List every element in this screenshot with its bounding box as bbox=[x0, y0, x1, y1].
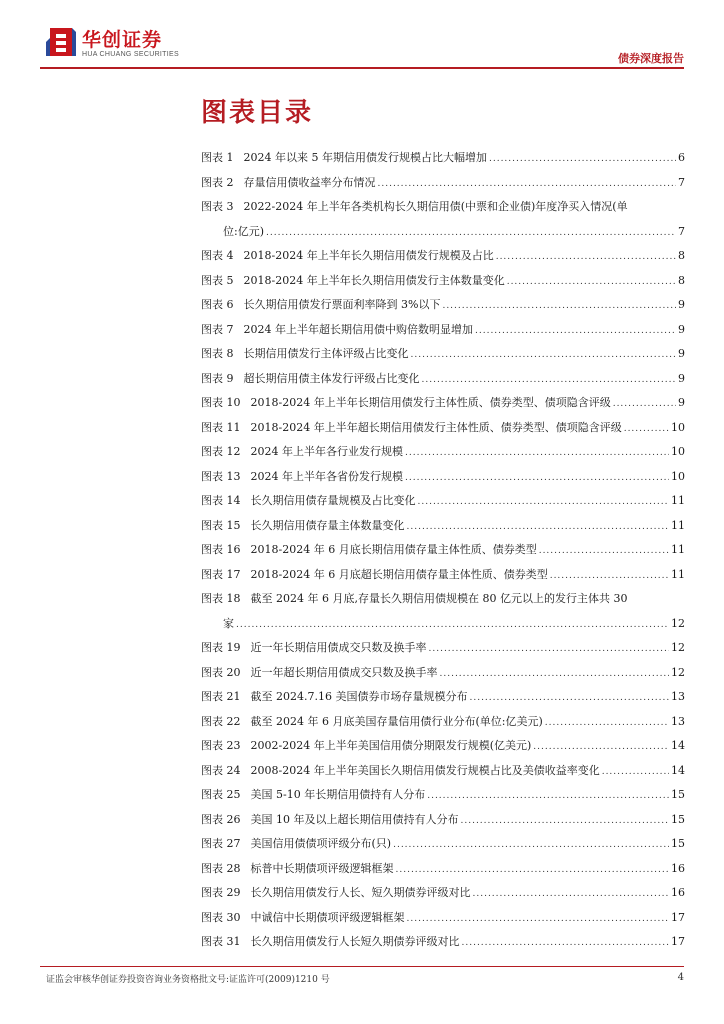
toc-figure-title[interactable]: 中诚信中长期债项评级逻辑框架 bbox=[250, 910, 405, 924]
toc-page-number[interactable]: 15 bbox=[671, 812, 685, 826]
toc-figure-number: 图表 18 bbox=[201, 592, 241, 605]
toc-figure-title[interactable]: 美国 5-10 年长期信用债持有人分布 bbox=[250, 788, 426, 801]
toc-figure-title[interactable]: 长期信用债发行主体评级占比变化 bbox=[243, 347, 409, 360]
toc-figure-title[interactable]: 超长期信用债主体发行评级占比变化 bbox=[243, 371, 420, 385]
toc-entry[interactable] bbox=[201, 440, 685, 465]
toc-dot-leader bbox=[396, 858, 670, 883]
toc-dot-leader bbox=[602, 760, 669, 785]
toc-page-number[interactable]: 12 bbox=[671, 665, 685, 679]
toc-figure-number: 图表 3 bbox=[201, 200, 234, 213]
toc-entry[interactable] bbox=[201, 930, 685, 955]
toc-figure-title[interactable]: 2002-2024 年上半年美国信用债分期限发行规模(亿美元) bbox=[250, 739, 532, 752]
toc-figure-number: 图表 29 bbox=[201, 886, 241, 899]
toc-page-number[interactable]: 13 bbox=[671, 714, 685, 728]
toc-entry[interactable] bbox=[201, 832, 685, 857]
toc-page-number[interactable]: 14 bbox=[671, 763, 685, 777]
toc-dot-leader bbox=[266, 221, 676, 246]
toc-entry[interactable] bbox=[201, 587, 685, 636]
toc-page-number[interactable]: 16 bbox=[671, 886, 685, 899]
toc-figure-title[interactable]: 美国 10 年及以上超长期信用债持有人分布 bbox=[250, 812, 459, 826]
toc-page-number[interactable]: 12 bbox=[671, 616, 685, 630]
toc-figure-number: 图表 6 bbox=[201, 298, 234, 311]
toc-figure-title[interactable]: 长久期信用债发行人长短久期债券评级对比 bbox=[250, 935, 460, 948]
toc-entry[interactable] bbox=[201, 906, 685, 931]
toc-page-number[interactable]: 11 bbox=[671, 567, 685, 581]
toc-page-number[interactable]: 8 bbox=[678, 249, 685, 262]
toc-figure-title[interactable]: 截至 2024 年 6 月底,存量长久期信用债规模在 80 亿元以上的发行主体共 30 bbox=[250, 592, 628, 605]
toc-page-number[interactable]: 17 bbox=[671, 935, 685, 948]
toc-dot-leader bbox=[405, 441, 669, 466]
toc-dot-leader bbox=[473, 882, 670, 907]
toc-figure-number: 图表 22 bbox=[201, 714, 241, 728]
toc-entry[interactable] bbox=[201, 808, 685, 833]
toc-dot-leader bbox=[613, 392, 676, 417]
toc-page-number[interactable]: 7 bbox=[678, 224, 685, 238]
toc-dot-leader bbox=[461, 809, 670, 834]
toc-dot-leader bbox=[475, 319, 676, 344]
toc-figure-title[interactable]: 近一年长期信用债成交只数及换手率 bbox=[250, 641, 427, 654]
toc-dot-leader bbox=[422, 368, 677, 393]
toc-page-number[interactable]: 14 bbox=[671, 739, 685, 752]
toc-page-number[interactable]: 9 bbox=[678, 322, 685, 336]
toc-dot-leader bbox=[378, 172, 677, 197]
toc-figure-number: 图表 2 bbox=[201, 175, 234, 189]
company-logo bbox=[46, 26, 191, 62]
toc-figure-title[interactable]: 标普中长期债项评级逻辑框架 bbox=[250, 861, 394, 875]
toc-figure-number: 图表 5 bbox=[201, 273, 234, 287]
toc-entry[interactable] bbox=[201, 171, 685, 196]
footer-divider bbox=[40, 966, 684, 967]
toc-figure-number: 图表 24 bbox=[201, 763, 241, 777]
toc-figure-number: 图表 27 bbox=[201, 837, 241, 850]
toc-figure-title[interactable]: 存量信用债收益率分布情况 bbox=[243, 175, 376, 189]
toc-entry[interactable] bbox=[201, 146, 685, 171]
toc-entry[interactable] bbox=[201, 661, 685, 686]
toc-entry[interactable] bbox=[201, 857, 685, 882]
logo-chinese-name: 华创证券 bbox=[82, 29, 163, 51]
toc-dot-leader bbox=[442, 294, 676, 319]
toc-page-number[interactable]: 6 bbox=[678, 151, 685, 164]
toc-page-number[interactable]: 10 bbox=[671, 445, 685, 458]
toc-figure-title[interactable]: 2018-2024 年上半年长久期信用债发行主体数量变化 bbox=[243, 273, 505, 287]
toc-dot-leader bbox=[236, 613, 669, 638]
toc-entry[interactable] bbox=[201, 269, 685, 294]
toc-figure-number: 图表 10 bbox=[201, 396, 241, 409]
toc-figure-number: 图表 14 bbox=[201, 494, 241, 507]
toc-page-number[interactable]: 9 bbox=[678, 298, 685, 311]
toc-figure-number: 图表 26 bbox=[201, 812, 241, 826]
toc-figure-number: 图表 13 bbox=[201, 469, 241, 483]
toc-dot-leader bbox=[407, 907, 670, 932]
toc-dot-leader bbox=[489, 147, 676, 172]
toc-figure-title[interactable]: 2024 年上半年各省份发行规模 bbox=[250, 469, 403, 483]
toc-entry[interactable] bbox=[201, 685, 685, 710]
figure-table-of-contents bbox=[201, 146, 685, 955]
page-header bbox=[0, 0, 724, 72]
footer-disclaimer: 证监会审核华创证券投资咨询业务资格批文号:证监许可(2009)1210 号 bbox=[46, 975, 330, 985]
toc-dot-leader bbox=[429, 637, 670, 662]
toc-figure-number: 图表 4 bbox=[201, 249, 234, 262]
toc-entry[interactable] bbox=[201, 391, 685, 416]
toc-figure-title[interactable]: 长久期信用债发行票面利率降到 3%以下 bbox=[243, 298, 441, 311]
toc-page-number[interactable]: 12 bbox=[671, 641, 685, 654]
toc-dot-leader bbox=[405, 466, 669, 491]
toc-figure-title[interactable]: 2018-2024 年上半年长久期信用债发行规模及占比 bbox=[243, 249, 494, 262]
toc-figure-title[interactable]: 2018-2024 年上半年超长期信用债发行主体性质、债券类型、债项隐含评级 bbox=[250, 420, 622, 434]
logo-english-name: HUA CHUANG SECURITIES bbox=[82, 51, 179, 58]
toc-page-number[interactable]: 15 bbox=[671, 788, 685, 801]
toc-figure-number: 图表 19 bbox=[201, 641, 241, 654]
toc-figure-title[interactable]: 截至 2024 年 6 月底美国存量信用债行业分布(单位:亿美元) bbox=[250, 714, 543, 728]
toc-dot-leader bbox=[411, 343, 677, 368]
toc-entry[interactable] bbox=[201, 465, 685, 490]
toc-page-number[interactable]: 16 bbox=[671, 861, 685, 875]
toc-page-number[interactable]: 11 bbox=[671, 494, 685, 507]
toc-dot-leader bbox=[418, 490, 670, 515]
toc-page-number[interactable]: 10 bbox=[671, 420, 685, 434]
toc-dot-leader bbox=[407, 515, 670, 540]
toc-entry[interactable] bbox=[201, 367, 685, 392]
toc-figure-title[interactable]: 2024 年以来 5 年期信用债发行规模占比大幅增加 bbox=[243, 151, 487, 164]
toc-figure-title[interactable]: 近一年超长期信用债成交只数及换手率 bbox=[250, 665, 438, 679]
toc-dot-leader bbox=[393, 833, 669, 858]
toc-dot-leader bbox=[469, 686, 669, 711]
toc-figure-number: 图表 16 bbox=[201, 543, 241, 556]
toc-page-number[interactable]: 9 bbox=[678, 396, 685, 409]
toc-entry[interactable] bbox=[201, 636, 685, 661]
toc-page-number[interactable]: 13 bbox=[671, 690, 685, 703]
page-title: 图表目录 bbox=[201, 98, 314, 128]
toc-page-number[interactable]: 9 bbox=[678, 371, 685, 385]
toc-entry[interactable] bbox=[201, 538, 685, 563]
toc-entry[interactable] bbox=[201, 734, 685, 759]
toc-figure-title[interactable]: 2022-2024 年上半年各类机构长久期信用债(中票和企业债)年度净买入情况(单 bbox=[243, 200, 628, 213]
toc-figure-title-continued[interactable]: 位:亿元) bbox=[223, 224, 264, 238]
toc-page-number[interactable]: 10 bbox=[671, 469, 685, 483]
toc-figure-number: 图表 1 bbox=[201, 151, 234, 164]
toc-figure-title[interactable]: 长久期信用债存量主体数量变化 bbox=[250, 518, 405, 532]
toc-figure-number: 图表 17 bbox=[201, 567, 241, 581]
toc-dot-leader bbox=[440, 662, 670, 687]
toc-figure-title[interactable]: 美国信用债债项评级分布(只) bbox=[250, 837, 392, 850]
toc-entry[interactable] bbox=[201, 342, 685, 367]
toc-dot-leader bbox=[496, 245, 676, 270]
toc-figure-title[interactable]: 2018-2024 年 6 月底长期信用债存量主体性质、债券类型 bbox=[250, 543, 537, 556]
toc-figure-number: 图表 8 bbox=[201, 347, 234, 360]
toc-figure-title[interactable]: 2024 年上半年各行业发行规模 bbox=[250, 445, 403, 458]
toc-figure-number: 图表 20 bbox=[201, 665, 241, 679]
toc-entry[interactable] bbox=[201, 881, 685, 906]
toc-entry[interactable] bbox=[201, 710, 685, 735]
toc-page-number[interactable]: 7 bbox=[678, 175, 685, 189]
toc-figure-title[interactable]: 2008-2024 年上半年美国长久期信用债发行规模占比及美债收益率变化 bbox=[250, 763, 600, 777]
toc-figure-number: 图表 15 bbox=[201, 518, 241, 532]
toc-figure-number: 图表 25 bbox=[201, 788, 241, 801]
toc-figure-number: 图表 9 bbox=[201, 371, 234, 385]
toc-dot-leader bbox=[550, 564, 669, 589]
toc-figure-number: 图表 30 bbox=[201, 910, 241, 924]
toc-dot-leader bbox=[507, 270, 676, 295]
toc-figure-number: 图表 21 bbox=[201, 690, 241, 703]
toc-figure-title[interactable]: 长久期信用债发行人长、短久期债券评级对比 bbox=[250, 886, 471, 899]
toc-dot-leader bbox=[427, 784, 669, 809]
toc-entry[interactable] bbox=[201, 195, 685, 244]
toc-entry[interactable] bbox=[201, 783, 685, 808]
toc-entry[interactable] bbox=[201, 416, 685, 441]
header-divider bbox=[40, 67, 684, 69]
toc-page-number[interactable]: 11 bbox=[671, 518, 685, 532]
toc-dot-leader bbox=[624, 417, 669, 442]
toc-entry[interactable] bbox=[201, 244, 685, 269]
toc-page-number[interactable]: 17 bbox=[671, 910, 685, 924]
toc-dot-leader bbox=[539, 539, 669, 564]
toc-figure-title[interactable]: 截至 2024.7.16 美国债券市场存量规模分布 bbox=[250, 690, 468, 703]
toc-figure-number: 图表 31 bbox=[201, 935, 241, 948]
toc-figure-title[interactable]: 长久期信用债存量规模及占比变化 bbox=[250, 494, 416, 507]
toc-entry[interactable] bbox=[201, 759, 685, 784]
toc-page-number[interactable]: 11 bbox=[671, 543, 685, 556]
toc-dot-leader bbox=[462, 931, 670, 956]
toc-figure-number: 图表 23 bbox=[201, 739, 241, 752]
toc-figure-title[interactable]: 2018-2024 年上半年长期信用债发行主体性质、债券类型、债项隐含评级 bbox=[250, 396, 611, 409]
toc-dot-leader bbox=[533, 735, 669, 760]
toc-figure-title-continued[interactable]: 家 bbox=[223, 616, 234, 630]
toc-page-number[interactable]: 9 bbox=[678, 347, 685, 360]
toc-figure-title[interactable]: 2024 年上半年超长期信用债中购倍数明显增加 bbox=[243, 322, 473, 336]
toc-figure-number: 图表 11 bbox=[201, 420, 241, 434]
toc-entry[interactable] bbox=[201, 489, 685, 514]
toc-entry[interactable] bbox=[201, 514, 685, 539]
page-number: 4 bbox=[677, 972, 684, 983]
toc-entry[interactable] bbox=[201, 563, 685, 588]
toc-figure-number: 图表 12 bbox=[201, 445, 241, 458]
toc-figure-title[interactable]: 2018-2024 年 6 月底超长期信用债存量主体性质、债券类型 bbox=[250, 567, 548, 581]
logo-mark-icon bbox=[46, 26, 76, 58]
toc-entry[interactable] bbox=[201, 293, 685, 318]
toc-entry[interactable] bbox=[201, 318, 685, 343]
toc-figure-number: 图表 28 bbox=[201, 861, 241, 875]
report-type-label: 债券深度报告 bbox=[618, 52, 684, 65]
toc-figure-number: 图表 7 bbox=[201, 322, 234, 336]
toc-page-number[interactable]: 8 bbox=[678, 273, 685, 287]
toc-dot-leader bbox=[545, 711, 669, 736]
toc-page-number[interactable]: 15 bbox=[671, 837, 685, 850]
